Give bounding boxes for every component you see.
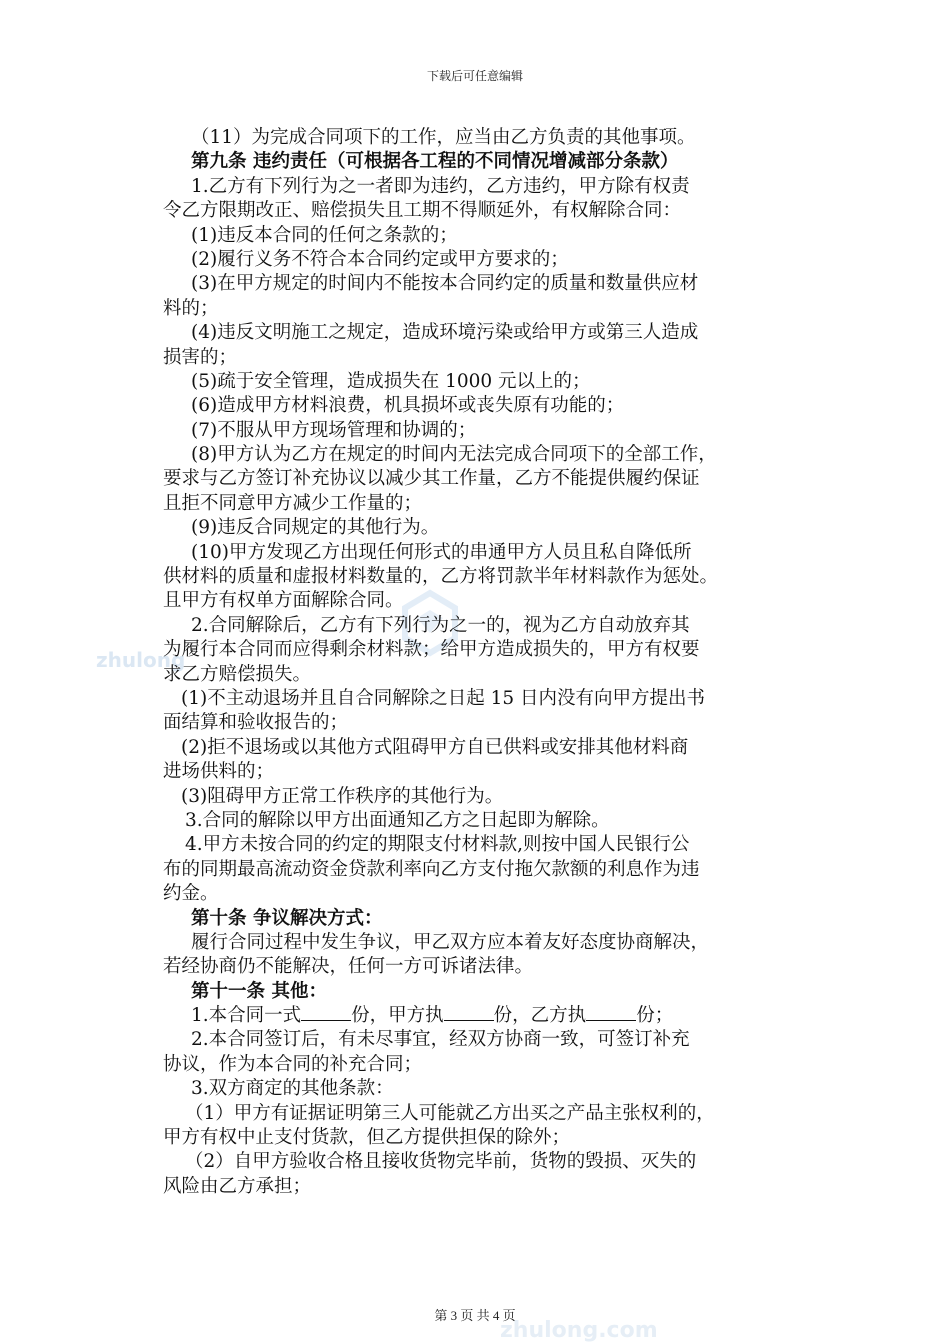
text-segment: 份；: [636, 1005, 674, 1027]
text-line: (2)履行义务不符合本合同约定或甲方要求的；: [191, 248, 569, 270]
text-line: 约金。: [163, 883, 219, 905]
text-line: 布的同期最高流动资金贷款利率向乙方支付拖欠款额的利息作为违: [163, 858, 700, 880]
text-line: 风险由乙方承担；: [163, 1175, 312, 1197]
text-line: (5)疏于安全管理，造成损失在 1000 元以上的；: [191, 370, 591, 392]
text-line: (7)不服从甲方现场管理和协调的；: [191, 419, 477, 441]
text-line: 面结算和验收报告的；: [163, 712, 349, 734]
text-line: 3.双方商定的其他条款：: [191, 1078, 394, 1100]
text-segment: 1.本合同一式: [191, 1005, 302, 1027]
page-header: 下载后可任意编辑: [426, 69, 523, 83]
fill-in-blank: [301, 1004, 351, 1021]
text-line: 令乙方限期改正、赔偿损失且工期不得顺延外，有权解除合同：: [163, 200, 682, 222]
text-line: (10)甲方发现乙方出现任何形式的串通甲方人员且私自降低所: [191, 541, 692, 563]
text-line: 进场供料的；: [163, 761, 275, 783]
text-line: 若经协商仍不能解决，任何一方可诉诸法律。: [163, 956, 534, 978]
text-line: 3.合同的解除以甲方出面通知乙方之日起即为解除。: [185, 809, 610, 831]
text-line: 损害的；: [163, 346, 238, 368]
text-line: 协议，作为本合同的补充合同；: [163, 1053, 423, 1075]
text-line: (8)甲方认为乙方在规定的时间内无法完成合同项下的全部工作，: [191, 444, 717, 466]
text-line: 第十条 争议解决方式：: [191, 907, 383, 929]
text-line: 第十一条 其他：: [191, 980, 327, 1002]
text-line: (4)违反文明施工之规定，造成环境污染或给甲方或第三人造成: [191, 322, 699, 344]
watermark-bottom-text: zhulong.com: [500, 1318, 658, 1343]
text-line: [163, 1004, 823, 1028]
text-line: 且甲方有权单方面解除合同。: [163, 590, 404, 612]
text-line: （11）为完成合同项下的工作，应当由乙方负责的其他事项。: [191, 127, 696, 148]
text-line: (9)违反合同规定的其他行为。: [191, 517, 440, 539]
fill-in-blank: [444, 1004, 494, 1021]
text-line: (1)违反本合同的任何之条款的；: [191, 224, 458, 246]
text-line: 履行合同过程中发生争议，甲乙双方应本着友好态度协商解决，: [191, 931, 710, 953]
text-line: 要求与乙方签订补充协议以减少其工作量，乙方不能提供履约保证: [163, 468, 700, 490]
text-line: （2）自甲方验收合格且接收货物完毕前，货物的毁损、灭失的: [185, 1151, 697, 1173]
text-line: 第九条 违约责任（可根据各工程的不同情况增减部分条款）: [191, 151, 679, 173]
text-line: (3)在甲方规定的时间内不能按本合同约定的质量和数量供应材: [191, 273, 699, 295]
page-footer: 第 3 页 共 4 页: [434, 1308, 516, 1323]
text-segment: 份，乙方执: [493, 1005, 587, 1027]
text-line: 且拒不同意甲方减少工作量的；: [163, 492, 423, 514]
text-line: (2)拒不退场或以其他方式阻碍甲方自已供料或安排其他材料商: [181, 736, 689, 758]
text-line: 甲方有权中止支付货款，但乙方提供担保的除外；: [163, 1127, 571, 1149]
text-line: 1.乙方有下列行为之一者即为违约，乙方违约，甲方除有权责: [191, 175, 690, 197]
text-line: (3)阻碍甲方正常工作秩序的其他行为。: [181, 785, 504, 807]
text-segment: 份，甲方执: [351, 1005, 444, 1027]
fill-in-blank: [586, 1004, 636, 1021]
text-line: (6)造成甲方材料浪费，机具损坏或丧失原有功能的；: [191, 395, 625, 417]
text-line: 4.甲方未按合同的约定的期限支付材料款,则按中国人民银行公: [185, 834, 690, 856]
text-line: 2.本合同签订后，有未尽事宜，经双方协商一致，可签订补充: [191, 1029, 690, 1051]
text-line: 2.合同解除后，乙方有下列行为之一的，视为乙方自动放弃其: [191, 614, 690, 636]
text-line: (1)不主动退场并且自合同解除之日起 15 日内没有向甲方提出书: [181, 687, 706, 709]
text-line: （1）甲方有证据证明第三人可能就乙方出买之产品主张权利的，: [185, 1102, 715, 1124]
document-body: [163, 126, 823, 1199]
watermark-text: zhulong: [96, 648, 186, 672]
text-line: 料的；: [163, 297, 219, 319]
text-line: 为履行本合同而应得剩余材料款；给甲方造成损失的，甲方有权要: [163, 639, 700, 661]
text-line: 求乙方赔偿损失。: [163, 663, 312, 685]
text-line: 供材料的质量和虚报材料数量的，乙方将罚款半年材料款作为惩处。: [163, 566, 719, 588]
